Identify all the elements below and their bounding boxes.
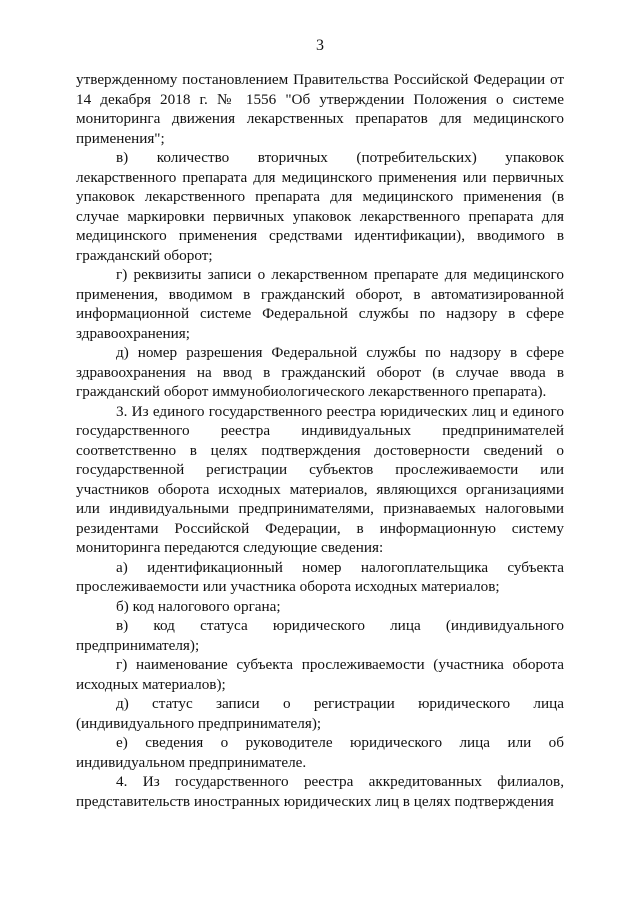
paragraph-item-d2: д) статус записи о регистрации юридического лица (индивидуального предпринимателя); <box>76 695 564 732</box>
paragraph-item-d: д) номер разрешения Федеральной службы по надзору в сфере здравоохранения на ввод в гражданский оборот (в случае ввода в гражданский оборот иммунобиологического лекарственного препарата). <box>76 344 564 400</box>
paragraph-section-3: 3. Из единого государственного реестра юридических лиц и единого государственного реестра индивидуальных предпринимателей соответственно в целях подтверждения достоверности сведений о государственной регистрации субъектов прослеживаемости или участников оборота исходных материалов, являющихся организациями или индивидуальными предпринимателями, признаваемых налоговыми резидентами Российской Федерации, в информационную систему мониторинга передаются следующие сведения: <box>76 402 564 556</box>
paragraph-item-b: б) код налогового органа; <box>116 597 281 615</box>
page-number: 3 <box>316 37 324 54</box>
paragraph-item-a: а) идентификационный номер налогоплательщика субъекта прослеживаемости или участника оборота исходных материалов; <box>76 558 564 595</box>
document-body <box>76 70 564 811</box>
paragraph-item-v2: в) код статуса юридического лица (индивидуального предпринимателя); <box>76 617 564 654</box>
paragraph-continuation: утвержденному постановлением Правительства Российской Федерации от 14 декабря 2018 г. № 1556 "Об утверждении Положения о системе мониторинга движения лекарственных препаратов для медицинского применения"; <box>76 71 564 147</box>
paragraph-item-g2: г) наименование субъекта прослеживаемости (участника оборота исходных материалов); <box>76 656 564 693</box>
paragraph-item-g: г) реквизиты записи о лекарственном препарате для медицинского применения, вводимом в гражданский оборот, в автоматизированной информационной системе Федеральной службы по надзору в сфере здравоохранения; <box>76 266 564 342</box>
paragraph-section-4: 4. Из государственного реестра аккредитованных филиалов, представительств иностранных юридических лиц в целях подтверждения <box>76 773 564 810</box>
paragraph-item-e: е) сведения о руководителе юридического лица или об индивидуальном предпринимателе. <box>76 734 564 771</box>
paragraph-item-v: в) количество вторичных (потребительских) упаковок лекарственного препарата для медицинского применения или первичных упаковок лекарственного препарата для медицинского применения (в случае маркировки первичных упаковок лекарственного препарата для медицинского применения средствами идентификации), вводимого в гражданский оборот; <box>76 149 564 264</box>
